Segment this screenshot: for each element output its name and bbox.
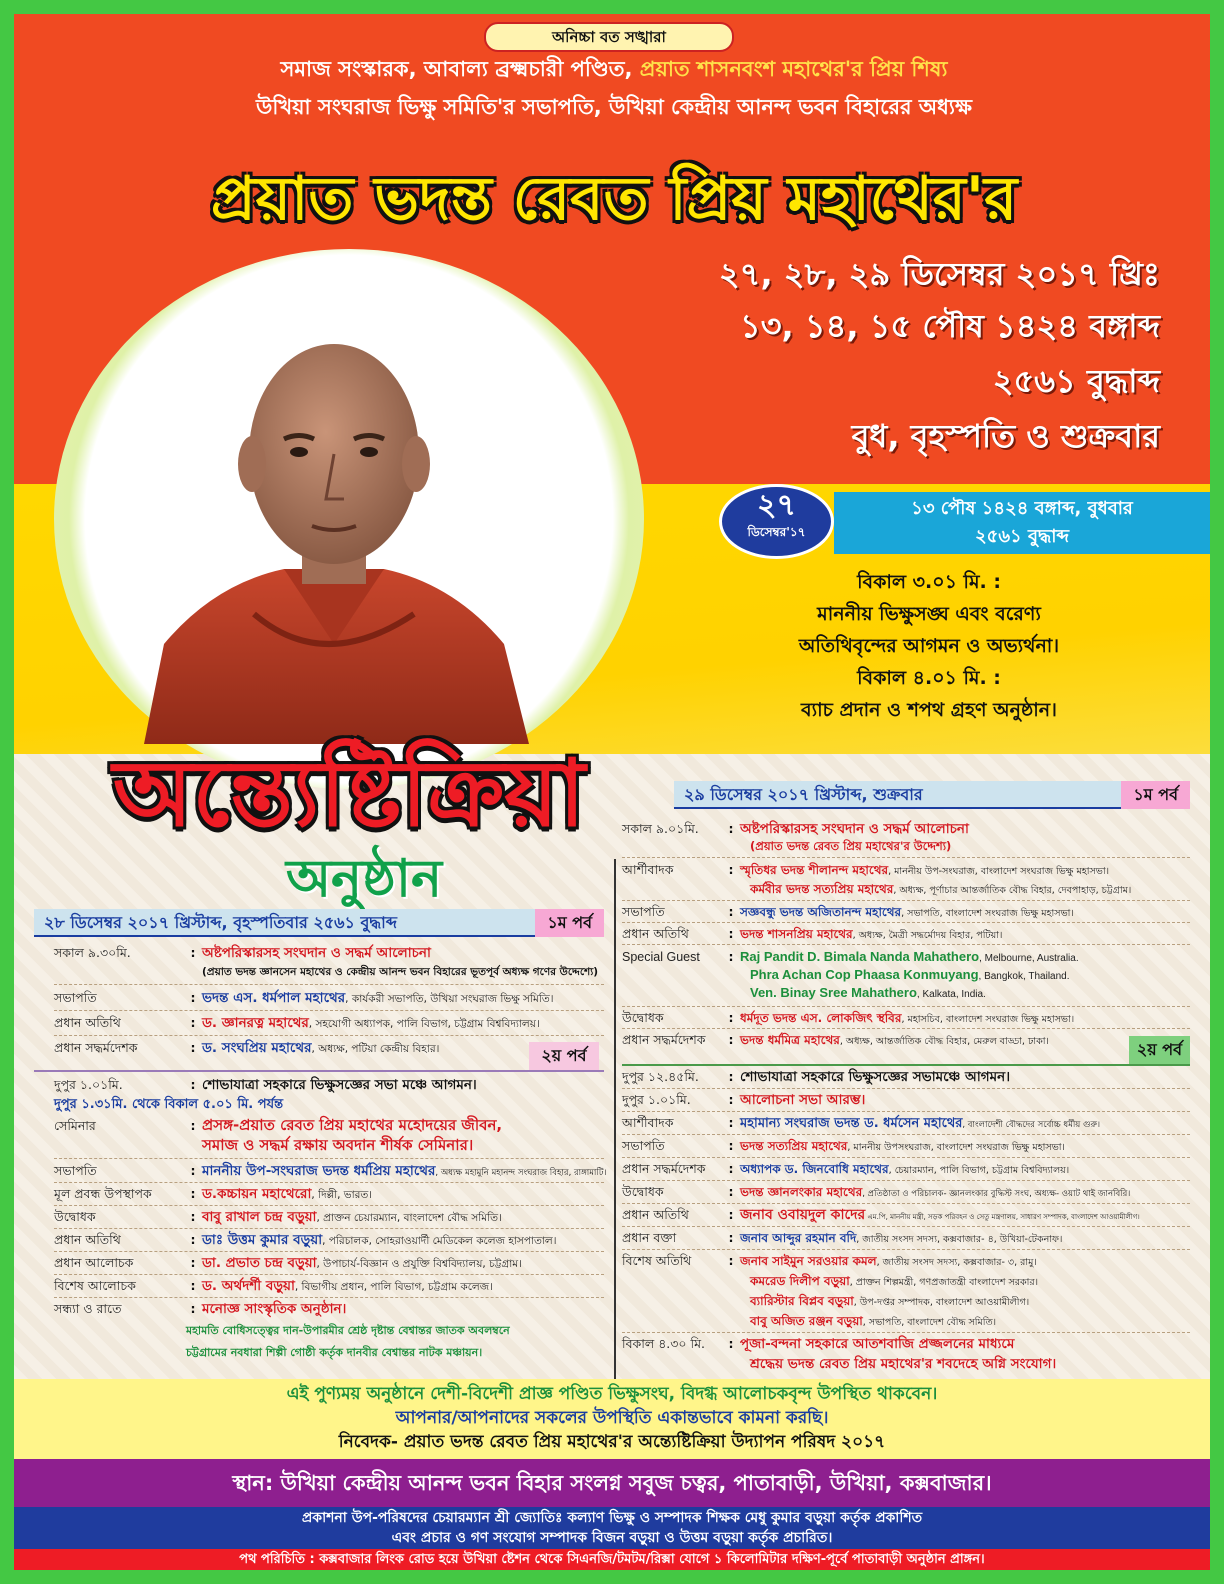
row-label: প্রধান অতিথি: [54, 1232, 121, 1247]
row-colon: :: [190, 945, 196, 960]
date-bengali: ১৩, ১৪, ১৫ পৌষ ১৪২৪ বঙ্গাব্দ: [739, 307, 1160, 345]
row-colon: :: [728, 1230, 734, 1245]
invitation-line2: আপনার/আপনাদের সকলের উপস্থিতি একান্তভাবে কামনা করছি।: [395, 1408, 829, 1428]
day2-p2-row-4: [54, 1162, 607, 1182]
row-desc: , সভাপতি, বাংলাদেশ বৌদ্ধ সমিতি।: [862, 1317, 997, 1328]
row-colon: :: [190, 1015, 196, 1030]
day3-p2-row-10: [622, 1335, 1014, 1353]
invitation-line1: এই পুণ্যময় অনুষ্ঠানে দেশী-বিদেশী প্রাজ্ঞ পণ্ডিত ভিক্ষুসংঘ, বিদগ্ধ আলোচকবৃন্দ উপস্থিত থাকবেন।: [286, 1384, 938, 1404]
day2-drama-line2: চট্টগ্রামের নবধারা শিল্পী গোষ্ঠী কর্তৃক দানবীর বেশ্বান্তর নাটক মঞ্চায়ন।: [186, 1346, 483, 1359]
row-label: সকাল ৯.০১মি.: [622, 821, 699, 836]
day3-row-5c: [750, 984, 986, 1004]
day3-header: ২৯ ডিসেম্বর ২০১৭ খ্রিস্টাব্দ, শুক্রবার: [684, 785, 923, 804]
subtitle-line-1: [34, 54, 1194, 84]
divider: [54, 1228, 604, 1229]
divider: [622, 1111, 1190, 1112]
row-value: ভদন্ত শাসনপ্রিয় মহাথের: [740, 927, 853, 941]
row-desc: , সভাপতি, বাংলাদেশ সংঘরাজ ভিক্ষু মহাসভা।: [901, 908, 1074, 919]
day3-header-bar: [674, 781, 1190, 809]
row-value: Raj Pandit D. Bimala Nanda Mahathero: [740, 949, 980, 964]
row-value: ড. সংঘপ্রিয় মহাথের: [202, 1040, 312, 1056]
day3-row-2: [622, 861, 1109, 881]
row-colon: :: [190, 1255, 196, 1270]
divider: [54, 1297, 604, 1298]
divider: [622, 944, 1190, 945]
row-label: সভাপতি: [54, 1163, 97, 1178]
day3-p2-row-2: [622, 1091, 865, 1109]
day2-row-3: [54, 1014, 540, 1033]
subtitle-line-1b: প্রয়াত শাসনবংশ মহাথের'র প্রিয় শিষ্য: [639, 57, 948, 81]
row-colon: :: [728, 1115, 734, 1130]
date-gregorian: ২৭, ২৮, ২৯ ডিসেম্বর ২০১৭ খ্রিঃ: [718, 255, 1160, 293]
row-value: ডা. প্রভাত চন্দ্র বড়ুয়া: [202, 1255, 317, 1271]
row-value: মনোজ্ঞ সাংস্কৃতিক অনুষ্ঠান।: [202, 1301, 347, 1317]
publication-line2: এবং প্রচার ও গণ সংযোগ সম্পাদক বিজন বড়ুয়া ও উত্তম বড়ুয়া কর্তৃক প্রচারিত।: [391, 1530, 833, 1546]
row-colon: :: [728, 1184, 734, 1199]
divider: [622, 1006, 1190, 1007]
day2-drama-line1: মহামতি বোধিসত্ত্বের দান-উপারমীর শ্রেষ্ঠ দৃষ্টান্ত বেশ্বান্তর জাতক অবলম্বনে: [186, 1324, 510, 1337]
row-value: Phra Achan Cop Phaasa Konmuyang: [750, 967, 979, 982]
row-value: ভদন্ত জ্ঞানলংকার মহাথের: [740, 1185, 863, 1199]
day3-part1-badge: ১ম পর্ব: [1121, 781, 1190, 809]
divider: [622, 1332, 1190, 1333]
row-colon: :: [190, 1301, 196, 1316]
row-desc: , অধ্যক্ষ, পূর্ণাচার আন্তর্জাতিক বৌদ্ধ বিহার, দেবপাহাড়, চট্টগ্রাম।: [893, 885, 1132, 896]
divider: [622, 900, 1190, 901]
row-value: ড.কচ্চায়ন মহাথেরো: [202, 1186, 312, 1202]
row-label: প্রধান অতিথি: [622, 1207, 689, 1222]
row-value: সজ্ঞবন্ধু ভদন্ত অজিতানন্দ মহাথের: [740, 905, 902, 919]
row-value: ব্যারিস্টার বিপ্লব বড়ুয়া: [750, 1294, 854, 1308]
day2-row-1-note: (প্রয়াত ভদন্ত জ্ঞানসেন মহাথের ও কেন্দ্রীয় আনন্দ ভবন বিহারের ভূতপূর্ব অধ্যক্ষ গণের উদ্দেশ্যে): [202, 966, 599, 978]
row-desc: , মাননীয় উপসংঘরাজ, বাংলাদেশ সংঘরাজ ভিক্ষু মহাসভা।: [847, 1142, 1065, 1153]
row-value: জনাব আব্দুর রহমান বদি: [740, 1231, 857, 1245]
invitation-box: [14, 1379, 1210, 1459]
ceremony-subtitle: অনুষ্ঠান: [285, 849, 443, 909]
row-colon: :: [190, 1209, 196, 1224]
row-label: সেমিনার: [54, 1118, 96, 1133]
row-desc: , অধ্যক্ষ, পটিয়া কেন্দ্রীয় বিহার।: [311, 1043, 440, 1055]
row-value: কর্মবীর ভদন্ত সত্যপ্রিয় মহাথের: [750, 882, 894, 896]
subtitle-line-1a: সমাজ সংস্কারক, আবাল্য ব্রক্ষ্মচারী পণ্ডিত,: [280, 57, 640, 81]
row-value: ভদন্ত ধর্মমিত্র মহাথের: [740, 1033, 840, 1047]
row-colon: :: [728, 1161, 734, 1176]
row-colon: :: [190, 1232, 196, 1247]
day1-date-bar: [834, 492, 1210, 554]
row-desc: , সহযোগী অধ্যাপক, পালি বিভাগ, চট্টগ্রাম বিশ্ববিদ্যালয়।: [308, 1018, 540, 1030]
row-label: প্রধান সদ্ধর্মদেশক: [622, 1032, 706, 1047]
column-divider: [614, 859, 616, 1379]
row-label: আর্শীবাদক: [622, 1115, 674, 1130]
divider: [54, 1158, 604, 1159]
row-value: ধর্মদূত ভদন্ত এস. লোকজিৎ স্থবির: [740, 1011, 902, 1025]
main-title: প্রয়াত ভদন্ত রেবত প্রিয় মহাথের'র: [210, 164, 1018, 234]
day3-p2-row-6: [622, 1183, 1130, 1203]
day3-row-7: [622, 1031, 1049, 1051]
row-value: মাননীয় উপ-সংঘরাজ ভদন্ত ধর্মপ্রিয় মহাথের: [202, 1163, 436, 1179]
day1-time2: বিকাল ৪.০১ মি. :: [857, 667, 1001, 689]
divider: [622, 857, 1190, 858]
day3-row-3: [622, 903, 1074, 923]
day2-p2-row-7: [54, 1231, 557, 1250]
day1-badge-month: ডিসেম্বর'১৭: [747, 525, 806, 539]
divider: [34, 1070, 604, 1072]
day3-p2-row-8: [622, 1229, 1062, 1249]
row-desc: , জাতীয় সংসদ সদস্য, কক্সবাজার- ৪, উখিয়া-টেকনাফ।: [856, 1234, 1063, 1245]
row-desc: , প্রাক্তন চেয়ারম্যান, বাংলাদেশ বৌদ্ধ সমিতি।: [316, 1212, 502, 1224]
day2-p2-row-2: দুপুর ১.৩১মি. থেকে বিকাল ৫.০১ মি. পর্যন্ত: [54, 1097, 284, 1112]
row-colon: :: [728, 1010, 734, 1025]
date-buddhist: ২৫৬১ বুদ্ধাব্দ: [992, 362, 1160, 400]
row-value: ভদন্ত এস. ধর্মপাল মহাথের: [202, 990, 346, 1006]
day2-p2-row-8: [54, 1254, 522, 1273]
funeral-ceremony-title: অন্ত্যেষ্টিক্রিয়া: [112, 740, 586, 847]
day3-p2-row-9c: [750, 1292, 1029, 1312]
day2-p2-row-10: [54, 1300, 346, 1318]
row-colon: :: [728, 949, 734, 964]
row-colon: :: [728, 1207, 734, 1222]
row-desc: , পরিচালক, সোহরাওয়ার্দী মেডিকেল কলেজ হাসপাতাল।: [322, 1235, 557, 1247]
row-label: উদ্বোধক: [622, 1010, 664, 1025]
row-label: বিকাল ৪.৩০ মি.: [622, 1336, 705, 1351]
day2-part2-badge-wrap: [524, 1042, 604, 1070]
day1-badge-number: ২৭: [756, 488, 796, 523]
divider: [622, 1249, 1190, 1250]
day3-row-5: [622, 948, 1079, 968]
row-colon: :: [728, 1069, 734, 1084]
row-desc: , উপ-দপ্তর সম্পাদক, বাংলাদেশ আওয়ামীলীগ।: [853, 1297, 1030, 1308]
motto-banner: অনিচ্চা বত সঙ্খারা: [484, 22, 734, 52]
row-value: প্রসঙ্গ-প্রয়াত রেবত প্রিয় মহাথের মহোদয়ের জীবন,: [202, 1116, 503, 1134]
row-label: প্রধান বক্তা: [622, 1230, 677, 1245]
row-value: অধ্যাপক ড. জিনবোধি মহাথের: [740, 1162, 889, 1176]
day3-part2-badge: ২য় পর্ব: [1129, 1036, 1190, 1064]
row-desc: , কার্যকরী সভাপতি, উখিয়া সংঘরাজ ভিক্ষু সমিতি।: [345, 993, 554, 1005]
row-value: মহামান্য সংঘরাজ ভদন্ত ড. ধর্মসেন মহাথের: [740, 1116, 963, 1131]
row-desc: , উপাচার্য-বিজ্ঞান ও প্রযুক্তি বিশ্ববিদ্যালয়, চট্টগ্রাম।: [316, 1258, 522, 1270]
row-label: দুপুর ১২.৪৫মি.: [622, 1069, 699, 1084]
row-label: উদ্বোধক: [54, 1209, 96, 1224]
divider: [622, 1028, 1190, 1029]
row-value: পূজা-বন্দনা সহকারে আতশবাজি প্রজ্জলনের মাধ্যমে: [740, 1336, 1015, 1352]
day1-text1b: অতিথিবৃন্দের আগমন ও অভ্যর্থনা।: [798, 635, 1060, 657]
row-colon: :: [190, 1040, 196, 1055]
row-desc: , প্রাক্তন শিল্পমন্ত্রী, গণপ্রজাতন্ত্রী বাংলাদেশ সরকার।: [849, 1277, 1039, 1288]
row-value: জনাব ওবায়দুল কাদের: [740, 1207, 866, 1223]
divider: [54, 1035, 604, 1036]
row-value: শোভাযাত্রা সহকারে ভিক্ষুসজ্ঞের সভা মঞ্চে আগমন।: [202, 1077, 477, 1093]
row-label: মূল প্রবন্ধ উপস্থাপক: [54, 1186, 152, 1201]
day1-date-badge: [719, 484, 834, 559]
row-colon: :: [728, 1253, 734, 1268]
day2-part2-badge: ২য় পর্ব: [529, 1042, 598, 1070]
day2-p2-row-3b: সমাজ ও সদ্ধর্ম রক্ষায় অবদান শীর্ষক সেমিনার।: [202, 1136, 474, 1154]
row-desc: , মাননীয় উপ-সংঘরাজ, বাংলাদেশ সংঘরাজ ভিক্ষু মহাসভা।: [888, 866, 1110, 877]
row-value: ড. জ্ঞানরত্ন মহাথের: [202, 1015, 309, 1031]
row-label: সভাপতি: [54, 990, 97, 1005]
day3-row-5b: [750, 966, 1070, 986]
day1-date-line2: ২৫৬১ বুদ্ধাব্দ: [974, 526, 1070, 547]
day3-p2-row-10b: শ্রদ্ধেয় ভদন্ত রেবত প্রিয় মহাথের'র শবদেহে অগ্নি সংযোগ।: [750, 1356, 1057, 1372]
row-value: ভদন্ত সত্যপ্রিয় মহাথের: [740, 1139, 848, 1153]
day3-p2-row-4: [622, 1137, 1065, 1157]
row-value: আলোচনা সভা আরম্ভ।: [740, 1092, 866, 1108]
row-value: বাবু অজিত রঞ্জন বড়ুয়া: [750, 1314, 863, 1328]
day3-p2-row-1: [622, 1068, 1010, 1086]
day1-time1: বিকাল ৩.০১ মি. :: [857, 571, 1001, 593]
day2-row-2: [54, 989, 553, 1008]
row-value: বাবু রাখাল চন্দ্র বড়ুয়া: [202, 1209, 317, 1225]
day2-p2-row-3: [54, 1116, 502, 1135]
day3-p2-row-7: [622, 1206, 1140, 1226]
day3-row-6: [622, 1009, 1074, 1029]
row-label: দুপুর ১.০১মি.: [54, 1077, 123, 1092]
row-desc: , দিল্লী, ভারত।: [311, 1189, 373, 1201]
row-label: আর্শীবাদক: [622, 862, 674, 877]
row-desc: , প্রতিষ্ঠাতা ও পরিচালক- জ্ঞানলংকার বুদ্ধিস্ট সংঘ, অধ্যক্ষ- ওয়াট থাই জানবিরি।: [862, 1189, 1131, 1199]
day3-p2-row-9b: [750, 1272, 1038, 1292]
publication-bar: [14, 1507, 1210, 1549]
weekdays: বুধ, বৃহস্পতি ও শুক্রবার: [851, 417, 1160, 455]
day2-p2-row-9: [54, 1277, 493, 1296]
row-desc: , অধ্যক্ষ মহামুনি মহানন্দ সংঘরাজ বিহার, রাঙ্গামাটি।: [435, 1168, 607, 1178]
row-value: শোভাযাত্রা সহকারে ভিক্ষুসজ্ঞের সভামঞ্চে আগমন।: [740, 1069, 1011, 1085]
row-label: সভাপতি: [622, 1138, 665, 1153]
day2-p2-row-1: [54, 1076, 477, 1094]
poster: [14, 14, 1210, 1570]
row-desc: , অধ্যক্ষ, আন্তর্জাতিক বৌদ্ধ বিহার, মেরুল বাড্ডা, ঢাকা।: [839, 1036, 1049, 1047]
row-value: অষ্টপরিস্কারসহ সংঘদান ও সদ্ধর্ম আলোচনা: [740, 821, 969, 837]
row-colon: :: [190, 1278, 196, 1293]
day2-part1-badge: ১ম পর্ব: [535, 909, 604, 937]
day3-p2-row-9d: [750, 1312, 996, 1332]
row-desc: , Bangkok, Thailand.: [978, 971, 1070, 982]
divider: [54, 984, 604, 985]
day2-row-1: [54, 944, 431, 962]
row-colon: :: [190, 1186, 196, 1201]
divider: [622, 1226, 1190, 1227]
row-colon: :: [190, 1077, 196, 1092]
row-value: জনাব সাইমুন সরওয়ার কমল: [740, 1254, 877, 1268]
row-colon: :: [728, 904, 734, 919]
row-colon: :: [190, 1163, 196, 1178]
row-desc: , চেয়ারম্যান, পালি বিভাগ, চট্টগ্রাম বিশ্ববিদ্যালয়।: [888, 1165, 1070, 1176]
row-label: প্রধান আলোচক: [54, 1255, 134, 1270]
row-colon: :: [728, 862, 734, 877]
row-colon: :: [728, 1032, 734, 1047]
divider: [54, 1274, 604, 1275]
day1-text1a: মাননীয় ভিক্ষুসঙ্ঘ এবং বরেণ্য: [817, 603, 1041, 625]
row-colon: :: [728, 926, 734, 941]
day2-p2-row-5: [54, 1185, 372, 1204]
divider: [54, 1205, 604, 1206]
row-colon: :: [728, 1138, 734, 1153]
divider: [54, 1010, 604, 1011]
row-colon: :: [728, 821, 734, 836]
divider: [622, 1088, 1190, 1089]
day3-row-1: [622, 820, 969, 838]
day2-p2-row-6: [54, 1208, 502, 1227]
day1-text2: ব্যাচ প্রদান ও শপথ গ্রহণ অনুষ্ঠান।: [801, 699, 1057, 721]
venue-bar: স্থান: উখিয়া কেন্দ্রীয় আনন্দ ভবন বিহার সংলগ্ন সবুজ চত্বর, পাতাবাড়ী, উখিয়া, কক্সবাজার।: [14, 1459, 1210, 1507]
row-desc: , অধ্যক্ষ, মৈত্রী সদ্ধর্মোদয় বিহার, পটিয়া।: [852, 930, 1003, 941]
row-label: প্রধান সদ্ধর্মদেশক: [622, 1161, 706, 1176]
row-desc: , জাতীয় সংসদ সদস্য, কক্সবাজার- ৩, রামু।: [876, 1257, 1037, 1268]
row-colon: :: [728, 1336, 734, 1351]
publication-line1: প্রকাশনা উপ-পরিষদের চেয়ারম্যান শ্রী জ্যোতিঃ কল্যাণ ভিক্ষু ও সম্পাদক শিক্ষক মেধু কুমার বড়ুয়া কর্তৃক প্রকাশিত: [301, 1510, 923, 1526]
divider: [622, 1157, 1190, 1158]
divider: [54, 1251, 604, 1252]
row-value: Ven. Binay Sree Mahathero: [750, 985, 917, 1000]
divider: [622, 1180, 1190, 1181]
row-label: বিশেষ আলোচক: [54, 1278, 136, 1293]
row-label: সকাল ৯.৩০মি.: [54, 945, 131, 960]
row-label: প্রধান অতিথি: [54, 1015, 121, 1030]
day3-row-1-note: (প্রয়াত ভদন্ত রেবত প্রিয় মহাথের'র উদ্দেশ্য): [750, 839, 952, 853]
row-label: উদ্বোধক: [622, 1184, 664, 1199]
day2-header: ২৮ ডিসেম্বর ২০১৭ খ্রিস্টাব্দ, বৃহস্পতিবার ২৫৬১ বুদ্ধাব্দ: [44, 913, 398, 932]
row-colon: :: [190, 990, 196, 1005]
divider: [622, 1064, 1190, 1066]
row-label: Special Guest: [622, 950, 700, 964]
row-value: ডাঃ উত্তম কুমার বড়ুয়া: [202, 1232, 323, 1248]
row-value: স্মৃতিধর ভদন্ত শীলানন্দ মহাথের: [740, 863, 889, 877]
row-label: সভাপতি: [622, 904, 665, 919]
day3-row-2b: [750, 880, 1131, 900]
day1-date-line1: ১৩ পৌষ ১৪২৪ বঙ্গাব্দ, বুধবার: [911, 498, 1133, 519]
monk-portrait-image: [134, 314, 534, 744]
row-colon: :: [190, 1118, 196, 1133]
row-label: দুপুর ১.০১মি.: [622, 1092, 691, 1107]
row-colon: :: [728, 1092, 734, 1107]
subtitle-line-2: উখিয়া সংঘরাজ ভিক্ষু সমিতি'র সভাপতি, উখিয়া কেন্দ্রীয় আনন্দ ভবন বিহারের অধ্যক্ষ: [256, 95, 972, 119]
day3-part2-badge-wrap: [1114, 1036, 1190, 1064]
day2-row-4: [54, 1039, 439, 1058]
day2-header-bar: [34, 909, 604, 937]
divider: [622, 922, 1190, 923]
row-label: বিশেষ অতিথি: [622, 1253, 692, 1268]
row-value: কমরেড দিলীপ বড়ুয়া: [750, 1274, 850, 1288]
day3-p2-row-5: [622, 1160, 1069, 1180]
day3-p2-row-3: [622, 1114, 1100, 1134]
divider: [622, 1134, 1190, 1135]
row-label: প্রধান অতিথি: [622, 926, 689, 941]
row-label: প্রধান সদ্ধর্মদেশক: [54, 1040, 138, 1055]
row-desc: , মহাসচিব, বাংলাদেশ সংঘরাজ ভিক্ষু মহাসভা।: [901, 1014, 1075, 1025]
row-label: সন্ধ্যা ও রাতে: [54, 1301, 122, 1316]
divider: [54, 1182, 604, 1183]
day3-row-4: [622, 925, 1002, 945]
row-desc: , বাংলাদেশী বৌদ্ধদের সর্বোচ্চ ধর্মীয় গুরু।: [962, 1120, 1101, 1130]
day3-p2-row-9: [622, 1252, 1037, 1272]
row-desc: , Melbourne, Australia.: [979, 953, 1079, 964]
row-desc: এম.পি, মাননীয় মন্ত্রী, সড়ক পরিবহন ও সেতু মন্ত্রণালয়, সাধারণ সম্পাদক, বাংলাদেশ আওয়ামীলীগ।: [865, 1213, 1140, 1221]
row-value: অষ্টপরিস্কারসহ সংঘদান ও সদ্ধর্ম আলোচনা: [202, 945, 431, 961]
directions-bar: পথ পরিচিতি : কক্সবাজার লিংক রোড হয়ে উখিয়া ষ্টেশন থেকে সিএনজি/টমটম/রিক্সা যোগে ১ কিলোমিটার দক্ষিণ-পূর্বে পাতাবাড়ী অনুষ্ঠান প্রাঙ্গন।: [14, 1549, 1210, 1570]
row-desc: , Kalkata, India.: [916, 989, 986, 1000]
row-desc: , বিভাগীয় প্রধান, পালি বিভাগ, চট্টগ্রাম কলেজ।: [294, 1281, 493, 1293]
divider: [622, 1203, 1190, 1204]
organizer-line: নিবেদক- প্রয়াত ভদন্ত রেবত প্রিয় মহাথের'র অন্ত্যেষ্টিক্রিয়া উদ্যাপন পরিষদ ২০১৭: [338, 1432, 886, 1452]
row-value: ড. অর্থদর্শী বড়ুয়া: [202, 1278, 295, 1294]
